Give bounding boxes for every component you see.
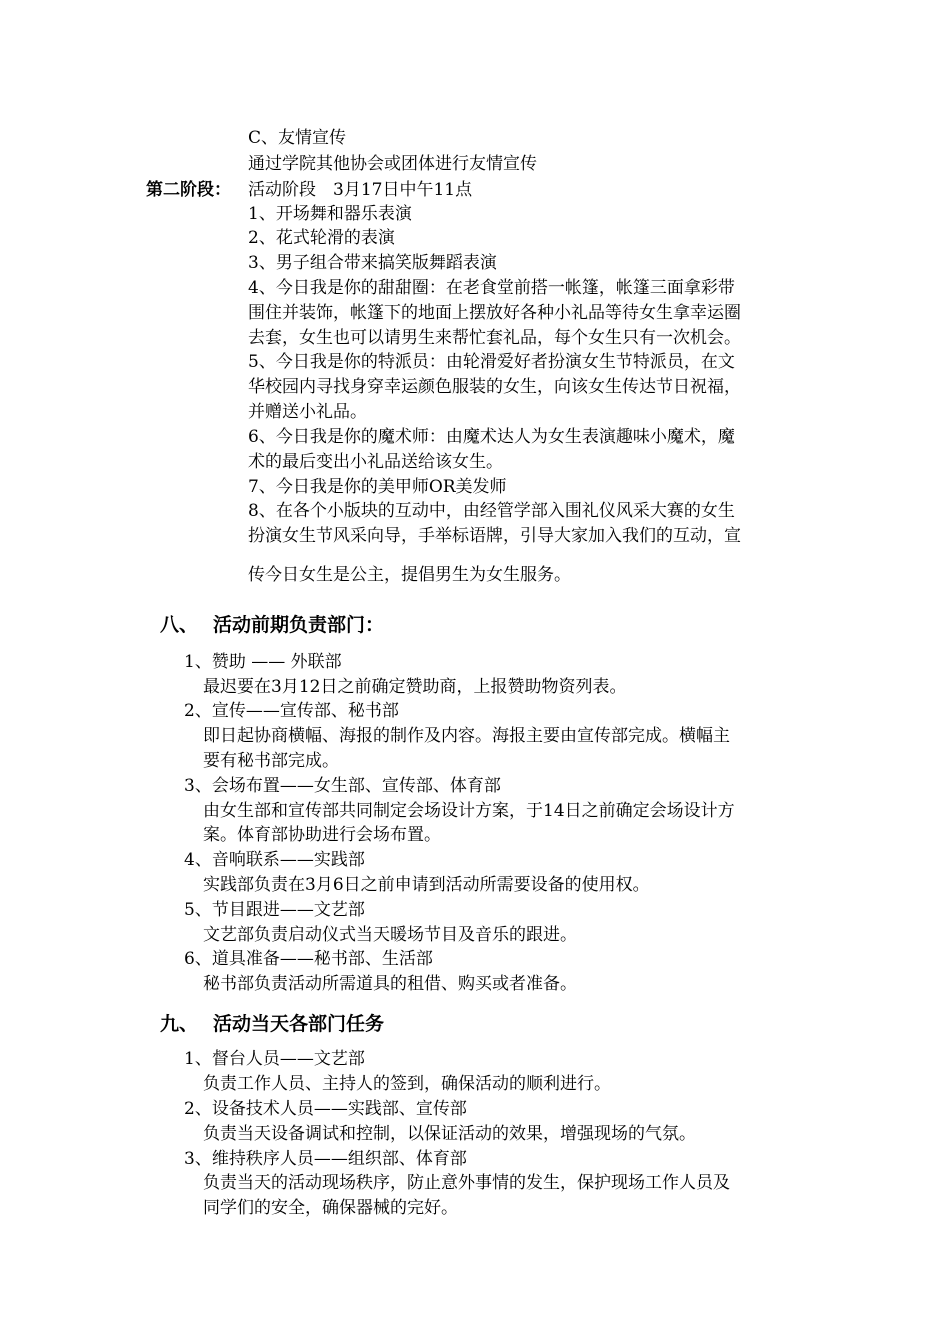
section9-title: 活动当天各部门任务 [213, 1013, 385, 1035]
section8-line: 由女生部和宣传部共同制定会场设计方案，于14日之前确定会场设计方 [203, 801, 735, 821]
section9-line: 同学们的安全，确保器械的完好。 [203, 1198, 458, 1218]
stage2-line: 7、今日我是你的美甲师OR美发师 [248, 477, 507, 497]
stage2-line: 8、在各个小版块的互动中，由经管学部入围礼仪风采大赛的女生 [248, 501, 735, 521]
section8-line: 即日起协商横幅、海报的制作及内容。海报主要由宣传部完成。横幅主 [203, 726, 730, 746]
section8-line: 4、音响联系——实践部 [184, 850, 365, 870]
section8-line: 最迟要在3月12日之前确定赞助商，上报赞助物资列表。 [203, 677, 627, 697]
stage2-line: 5、今日我是你的特派员：由轮滑爱好者扮演女生节特派员，在文 [248, 352, 735, 372]
section9-line: 负责当天的活动现场秩序，防止意外事情的发生，保护现场工作人员及 [203, 1173, 730, 1193]
section9-line: 负责当天设备调试和控制，以保证活动的效果，增强现场的气氛。 [203, 1124, 696, 1144]
section8-line: 3、会场布置——女生部、宣传部、体育部 [184, 776, 501, 796]
stage2-label: 第二阶段： [146, 180, 231, 200]
section8-line: 1、赞助 —— 外联部 [184, 652, 342, 672]
stage2-line: 围住并装饰，帐篷下的地面上摆放好各种小礼品等待女生拿幸运圈 [248, 303, 741, 323]
stage2-line: 2、花式轮滑的表演 [248, 228, 395, 248]
section8-title: 活动前期负责部门： [213, 614, 385, 636]
stage2-line: 6、今日我是你的魔术师：由魔术达人为女生表演趣味小魔术，魔 [248, 427, 735, 447]
stage2-line: 并赠送小礼品。 [248, 402, 367, 422]
stage2-line: 术的最后变出小礼品送给该女生。 [248, 452, 503, 472]
section8-line: 案。体育部协助进行会场布置。 [203, 825, 441, 845]
stage2-line: 3、男子组合带来搞笑版舞蹈表演 [248, 253, 497, 273]
section8-line: 2、宣传——宣传部、秘书部 [184, 701, 399, 721]
stage2-line: 华校园内寻找身穿幸运颜色服装的女生，向该女生传达节日祝福， [248, 377, 741, 397]
section9-line: 3、维持秩序人员——组织部、体育部 [184, 1149, 467, 1169]
section8-line: 文艺部负责启动仪式当天暖场节目及音乐的跟进。 [203, 925, 577, 945]
section8-number: 八、 [160, 614, 199, 636]
stage2-line: 4、今日我是你的甜甜圈：在老食堂前搭一帐篷，帐篷三面拿彩带 [248, 278, 735, 298]
item-c-title: C、友情宣传 [248, 128, 347, 148]
section9-line: 1、督台人员——文艺部 [184, 1049, 365, 1069]
section8-line: 实践部负责在3月6日之前申请到活动所需要设备的使用权。 [203, 875, 650, 895]
stage2-title: 活动阶段 3月17日中午11点 [248, 180, 473, 200]
stage2-line: 传今日女生是公主，提倡男生为女生服务。 [248, 565, 571, 585]
stage2-line: 1、开场舞和器乐表演 [248, 204, 412, 224]
section9-number: 九、 [160, 1013, 199, 1035]
section9-line: 2、设备技术人员——实践部、宣传部 [184, 1099, 467, 1119]
item-c-desc: 通过学院其他协会或团体进行友情宣传 [248, 154, 537, 174]
section8-line: 秘书部负责活动所需道具的租借、购买或者准备。 [203, 974, 577, 994]
section9-line: 负责工作人员、主持人的签到，确保活动的顺利进行。 [203, 1074, 611, 1094]
section8-line: 要有秘书部完成。 [203, 751, 339, 771]
stage2-line: 扮演女生节风采向导，手举标语牌，引导大家加入我们的互动，宣 [248, 526, 741, 546]
stage2-line: 去套，女生也可以请男生来帮忙套礼品，每个女生只有一次机会。 [248, 328, 741, 348]
section8-line: 6、道具准备——秘书部、生活部 [184, 949, 433, 969]
section8-line: 5、节目跟进——文艺部 [184, 900, 365, 920]
